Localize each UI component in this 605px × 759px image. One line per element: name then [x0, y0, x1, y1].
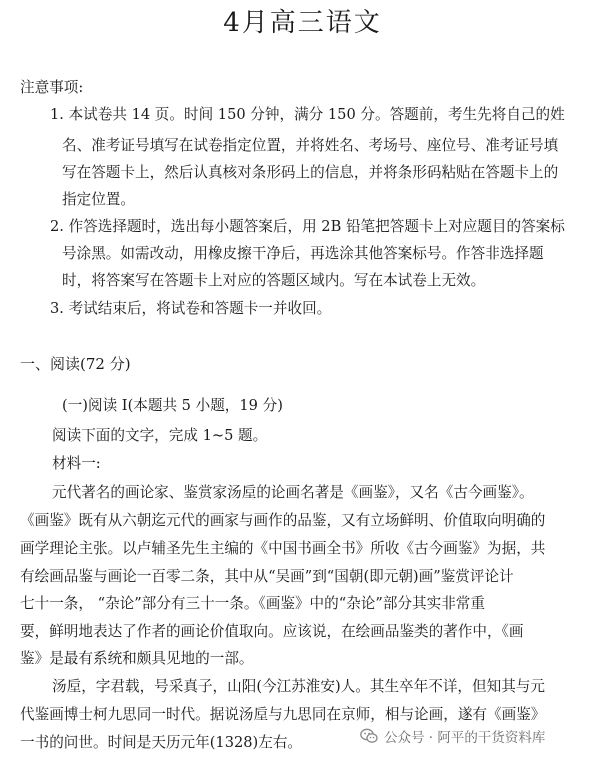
notice-line: 1. 本试卷共 14 页。时间 150 分钟，满分 150 分。答题前，考生先将自己的姓	[50, 106, 565, 123]
notice-heading: 注意事项:	[20, 79, 84, 96]
passage-line: 要，鲜明地表达了作者的画论价值取向。应该说，在绘画品鉴类的著作中，《画	[20, 623, 524, 640]
wechat-icon	[360, 728, 378, 744]
passage-line: 《画鉴》既有从六朝迄元代的画家与画作的品鉴，又有立场鲜明、价值取向明确的	[20, 512, 546, 529]
notice-line: 号涂黑。如需改动，用橡皮擦干净后，再选涂其他答案标号。作答非选择题	[62, 245, 544, 262]
watermark-text: 公众号 · 阿平的干货资料库	[384, 730, 546, 746]
passage-line: 有绘画品鉴与画论一百零二条，其中从“吴画”到“国朝(即元朝)画”鉴赏评论计	[20, 568, 514, 585]
passage-line: 汤垕，字君载，号采真子，山阳(今江苏淮安)人。其生卒年不详，但知其与元	[52, 678, 545, 695]
notice-line: 写在答题卡上，然后认真核对条形码上的信息，并将条形码粘贴在答题卡上的	[62, 164, 559, 181]
notice-line: 3. 考试结束后，将试卷和答题卡一并收回。	[50, 300, 332, 317]
passage-line: 七十一条， “杂论”部分有三十一条。《画鉴》中的“杂论”部分其实非常重	[20, 595, 485, 612]
subsection-heading: (一)阅读 I(本题共 5 小题，19 分)	[62, 397, 283, 414]
reading-instruction: 阅读下面的文字，完成 1~5 题。	[52, 427, 268, 444]
passage-line: 画学理论主张。以卢辅圣先生主编的《中国书画全书》所收《古今画鉴》为据，共	[20, 540, 546, 557]
watermark	[360, 725, 545, 747]
notice-line: 指定位置。	[62, 191, 135, 208]
section-heading: 一、阅读(72 分)	[20, 355, 131, 373]
passage-line: 代鉴画博士柯九思同一时代。据说汤垕与九思同在京师，相与论画，遂有《画鉴》	[20, 706, 546, 723]
notice-line: 2. 作答选择题时，选出每小题答案后，用 2B 铅笔把答题卡上对应题目的答案标	[50, 218, 565, 235]
material-label: 材料一:	[52, 455, 101, 472]
passage-line: 鉴》是最有系统和颇具见地的一部。	[20, 650, 254, 667]
notice-line: 名、准考证号填写在试卷指定位置，并将姓名、考场号、座位号、准考证号填	[62, 137, 559, 154]
passage-line: 一书的问世。时间是天历元年(1328)左右。	[20, 734, 303, 751]
passage-line: 元代著名的画论家、鉴赏家汤垕的论画名著是《画鉴》，又名《古今画鉴》。	[52, 484, 534, 501]
notice-line: 时，将答案写在答题卡上对应的答题区域内。写在本试卷上无效。	[62, 272, 486, 289]
page-title: 4月高三语文	[223, 8, 382, 38]
